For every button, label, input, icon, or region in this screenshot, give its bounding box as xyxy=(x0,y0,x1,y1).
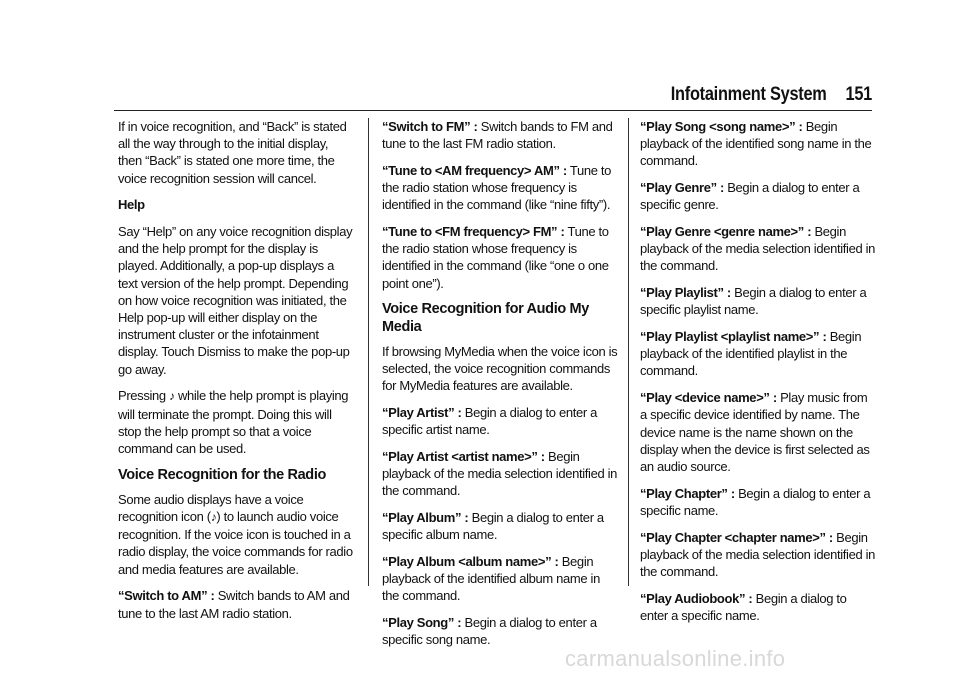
command-entry xyxy=(640,485,876,519)
text: Pressing xyxy=(118,388,166,404)
column-3 xyxy=(640,118,876,634)
command-label: “Switch to AM” : xyxy=(118,588,215,604)
command-label: “Play Song” : xyxy=(382,614,462,630)
command-entry xyxy=(382,448,618,500)
command-description: Begin playback of the media selection identified in the command. xyxy=(640,529,876,579)
help-heading: Help xyxy=(118,197,145,213)
command-description: Begin a dialog to enter a specific genre. xyxy=(640,180,860,213)
voice-recognition-icon: ♪ xyxy=(210,510,217,525)
command-description: Begin playback of the media selection identified in the command. xyxy=(640,224,876,274)
paragraph: If browsing MyMedia when the voice icon is selected, the voice recognition commands for MyMedia features are available. xyxy=(382,343,618,394)
command-entry xyxy=(640,328,876,380)
page-number: 151 xyxy=(845,84,872,105)
text: ) to launch audio voice recognition. If the voice icon is touched in a radio display, the voice commands for radio and media features are available. xyxy=(118,509,353,577)
command-description: Begin playback of the media selection identified in the command. xyxy=(382,448,618,499)
command-label: “Play Album” : xyxy=(382,509,469,525)
command-label: “Play Chapter <chapter name>” : xyxy=(640,529,833,545)
command-entry xyxy=(640,284,876,318)
command-label: “Play Chapter” : xyxy=(640,485,735,501)
command-entry xyxy=(382,118,618,152)
command-description: Play music from a specific device identified by name. The device name is the name shown on the display when the device is first selected as an audio source. xyxy=(640,390,870,474)
command-label: “Play Artist” : xyxy=(382,404,462,420)
command-entry xyxy=(640,118,876,170)
page-header xyxy=(671,84,872,108)
command-entry xyxy=(382,509,618,543)
command-description: Begin playback of the identified album name in the command. xyxy=(382,553,600,604)
command-label: “Play Genre <genre name>” : xyxy=(640,224,812,240)
command-label: “Play Audiobook” : xyxy=(640,590,753,606)
text: while the help prompt is playing will terminate the prompt. Doing this will stop the help prompt so that a voice command can be used. xyxy=(118,388,349,456)
command-label: “Play Playlist <playlist name>” : xyxy=(640,329,827,345)
command-label: “Tune to <FM frequency> FM” : xyxy=(382,224,565,240)
site-watermark: carmanualsonline.info xyxy=(565,646,786,671)
section-title: Infotainment System xyxy=(670,84,827,105)
paragraph xyxy=(118,387,354,457)
command-entry xyxy=(382,162,618,214)
column-1 xyxy=(118,118,354,631)
command-label: “Switch to FM” : xyxy=(382,119,478,134)
command-description: Begin a dialog to enter a specific album name. xyxy=(382,509,604,543)
command-description: Tune to the radio station whose frequency is identified in the command (like “nine fifty”). xyxy=(382,162,612,213)
command-description: Tune to the radio station whose frequency is identified in the command (like “one o one point one”). xyxy=(382,224,609,291)
command-entry xyxy=(118,587,354,621)
command-description: Begin a dialog to enter a specific name. xyxy=(640,485,871,518)
command-entry xyxy=(382,404,618,438)
command-entry xyxy=(382,614,618,648)
command-entry xyxy=(640,223,876,275)
paragraph: If in voice recognition, and “Back” is stated all the way through to the initial display, then “Back” is stated one more time, the voice recognition session will cancel. xyxy=(118,119,347,186)
command-label: “Play Album <album name>” : xyxy=(382,553,559,569)
radio-heading: Voice Recognition for the Radio xyxy=(118,466,327,483)
column-divider-2 xyxy=(628,118,629,586)
command-label: “Play Song <song name>” : xyxy=(640,119,803,134)
command-label: “Tune to <AM frequency> AM” : xyxy=(382,162,567,178)
command-label: “Play Artist <artist name>” : xyxy=(382,448,545,464)
command-description: Begin a dialog to enter a specific name. xyxy=(640,590,847,623)
media-heading: Voice Recognition for Audio My Media xyxy=(382,301,590,335)
paragraph: Say “Help” on any voice recognition display and the help prompt for the display is played. Additionally, a pop-up displays a text version of the help prompt. Depending on how voice recognition was initiated, the Help pop-up will either display on the instrument cluster or the infotainment display. Touch Dismiss to make the pop-up go away. xyxy=(118,224,353,377)
command-description: Begin a dialog to enter a specific song name. xyxy=(382,614,597,648)
command-description: Switch bands to AM and tune to the last AM radio station. xyxy=(118,588,350,621)
command-label: “Play Playlist” : xyxy=(640,285,731,301)
command-description: Begin playback of the identified song name in the command. xyxy=(640,119,872,169)
header-rule xyxy=(114,110,872,111)
command-description: Begin playback of the identified playlist in the command. xyxy=(640,329,862,379)
command-description: Switch bands to FM and tune to the last FM radio station. xyxy=(382,119,613,152)
paragraph xyxy=(118,491,354,578)
command-label: “Play Genre” : xyxy=(640,180,724,196)
voice-recognition-icon: ♪ xyxy=(169,389,175,404)
command-label: “Play <device name>” : xyxy=(640,390,777,406)
command-entry xyxy=(640,179,876,213)
command-entry xyxy=(382,553,618,605)
command-entry xyxy=(640,389,876,475)
text: Some audio displays have a voice recognition icon ( xyxy=(118,491,304,525)
command-entry xyxy=(382,223,618,292)
command-entry xyxy=(640,590,876,624)
column-2 xyxy=(382,118,618,658)
column-divider-1 xyxy=(368,118,369,586)
command-description: Begin a dialog to enter a specific playlist name. xyxy=(640,285,867,318)
command-entry xyxy=(640,529,876,581)
command-description: Begin a dialog to enter a specific artist name. xyxy=(382,404,597,438)
